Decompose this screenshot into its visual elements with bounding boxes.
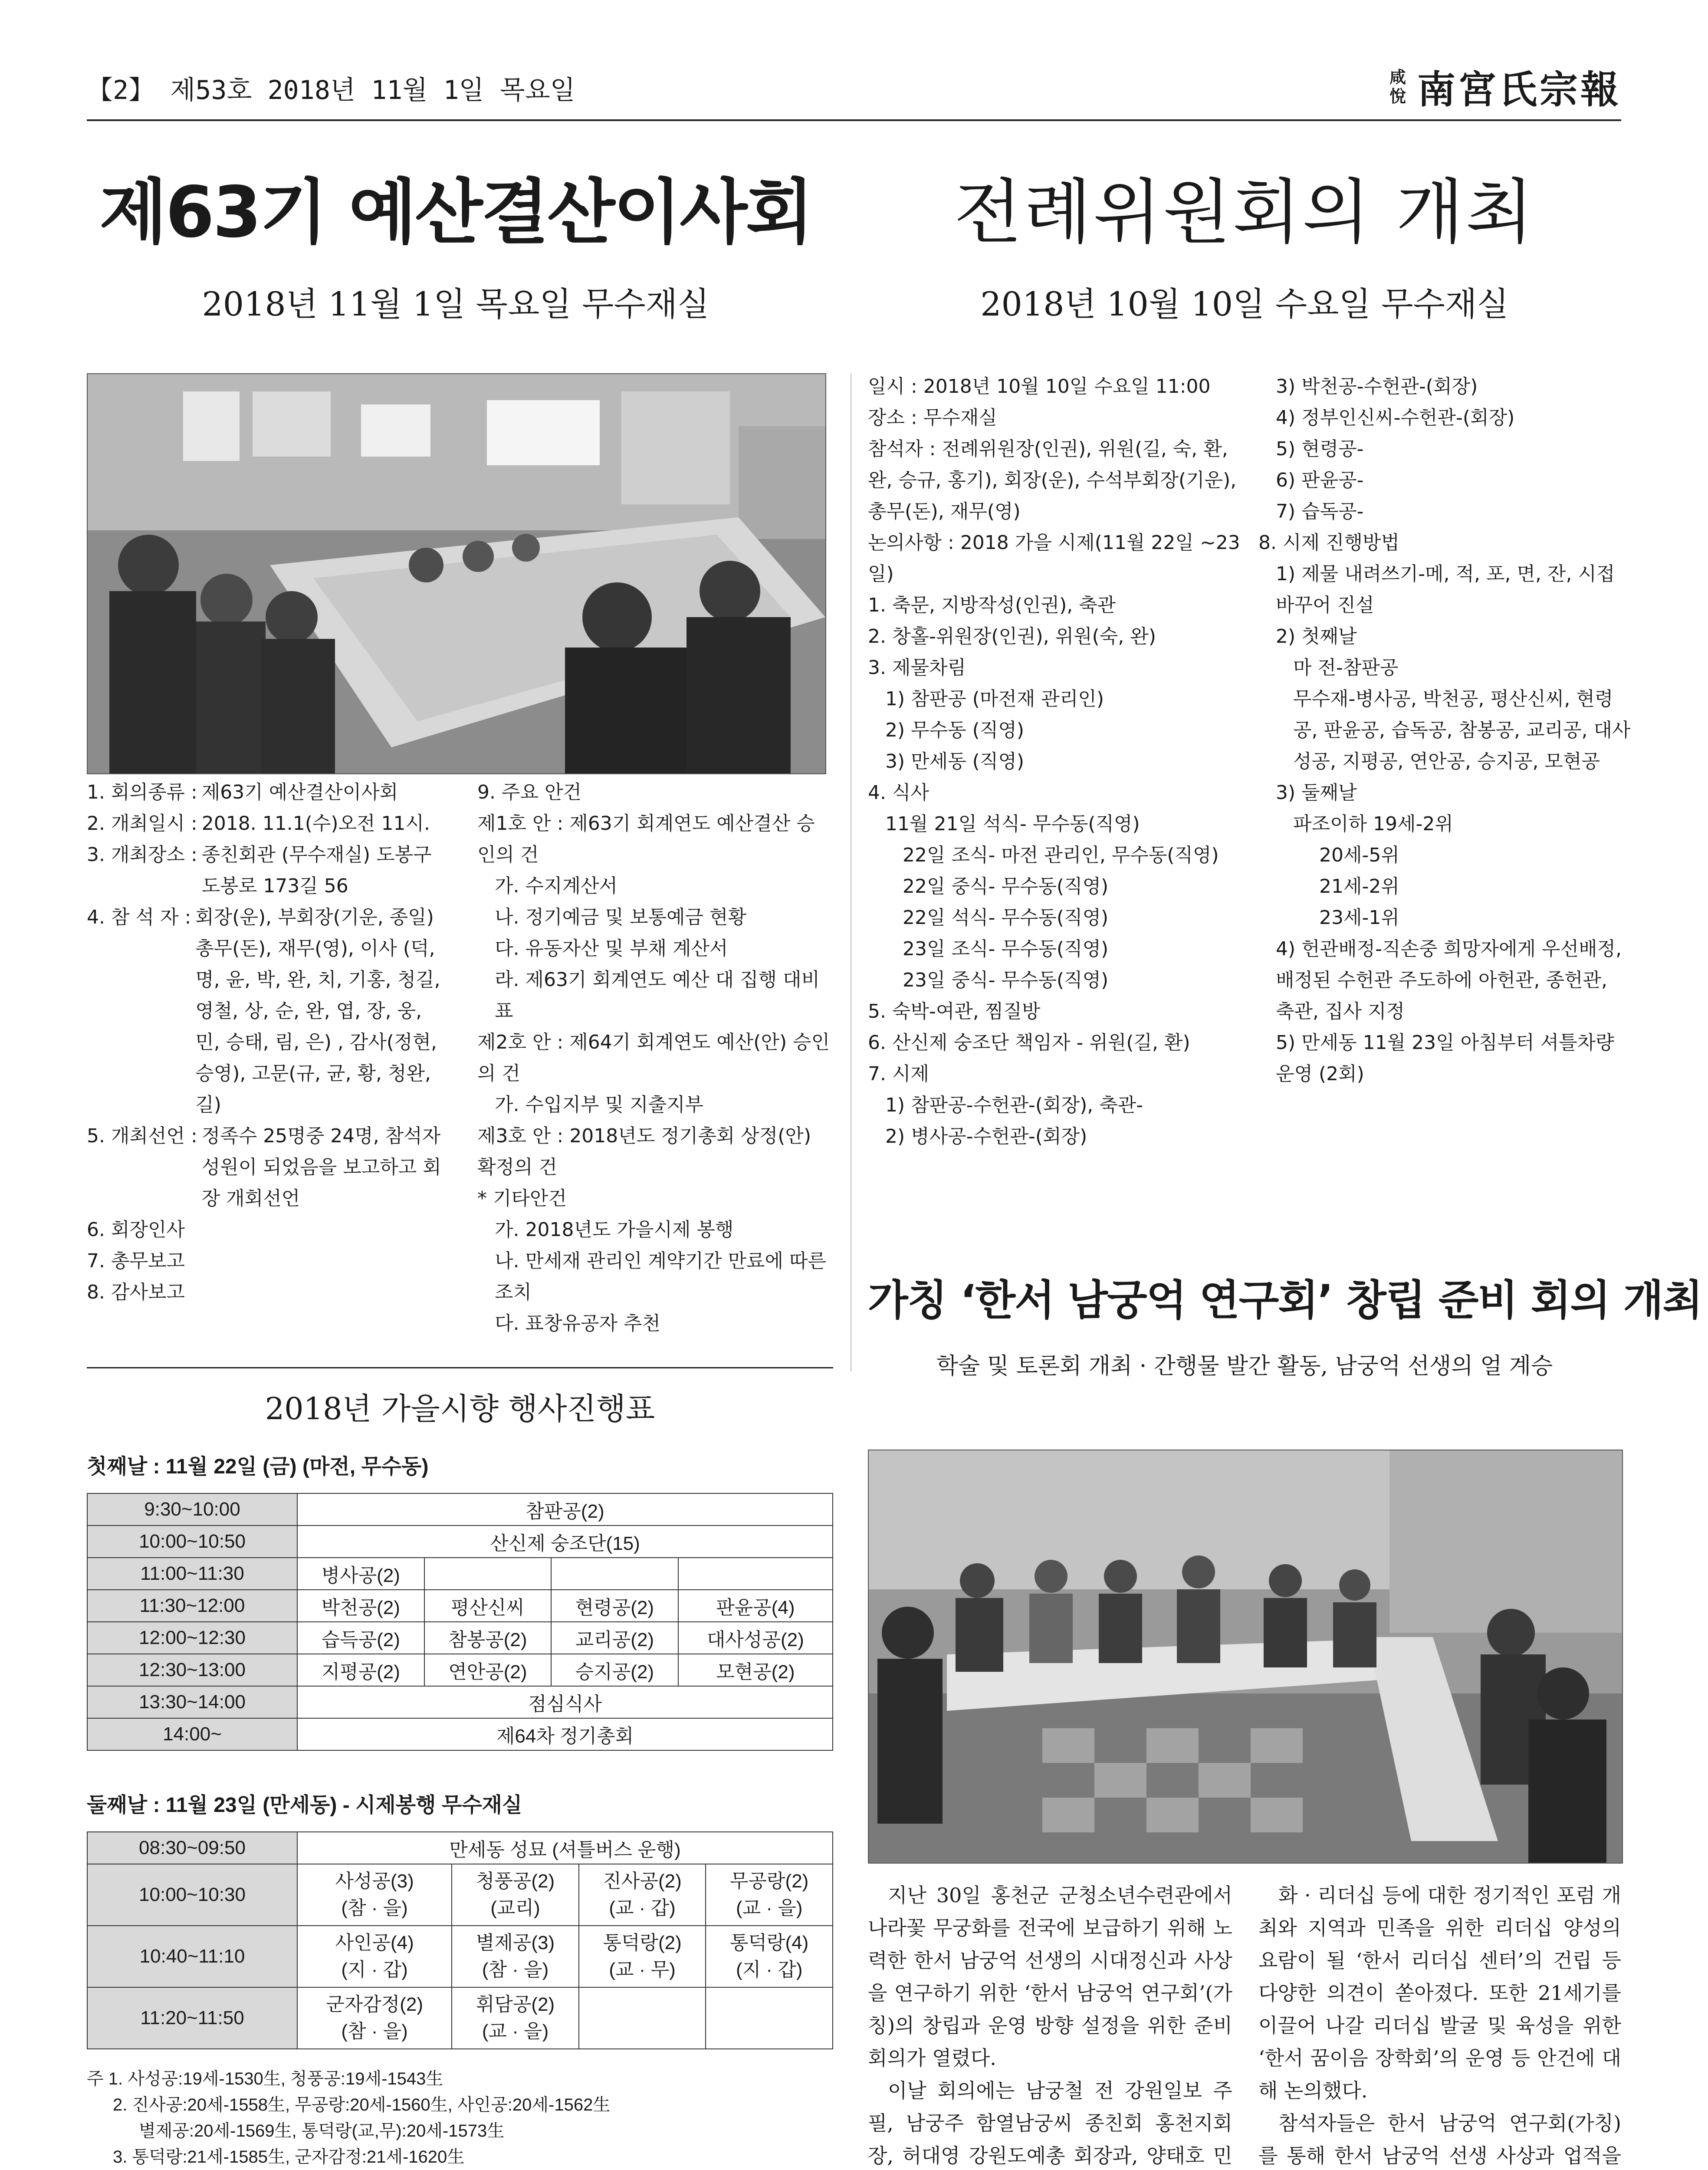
day1-schedule-table <box>87 1493 833 1751</box>
article3-title: 가칭 ‘한서 남궁억 연구회’ 창립 준비 회의 개최 <box>868 1276 1702 1325</box>
article2-subtitle: 2018년 10월 10일 수요일 무수재실 <box>980 285 1509 323</box>
article1-agenda <box>477 777 833 1339</box>
schedule-cell: 습득공(2) <box>297 1622 424 1654</box>
schedule-cell: 지평공(2) <box>297 1654 424 1686</box>
schedule-time: 12:00~12:30 <box>87 1622 297 1654</box>
meeting-item <box>87 839 451 902</box>
schedule-note: 주 1. 사성공:19세-1530生, 청풍공:19세-1543生 <box>87 2069 443 2088</box>
schedule-cell <box>297 1926 452 1987</box>
agenda-item: 가. 수지계산서 <box>495 875 618 897</box>
schedule-cell-name: 진사공(2) <box>603 1871 682 1892</box>
schedule-cell-name: 통덕랑(2) <box>603 1932 682 1953</box>
schedule-note: 별제공:20세-1569生, 통덕랑(교,무):20세-1573生 <box>139 2121 505 2140</box>
article1-title: 제63기 예산결산이사회 <box>99 172 812 253</box>
schedule-cell: 연안공(2) <box>424 1654 552 1686</box>
ceremony-item: 1) 참판공-수헌관-(회장), 축관- <box>885 1094 1143 1116</box>
meeting-item-label: 7. 총무보고 <box>87 1250 185 1272</box>
ceremony-item: 3) 둘째날 <box>1276 782 1357 804</box>
ceremony-item: 5. 숙박-여관, 찜질방 <box>868 1000 1041 1023</box>
article2-title: 전례위원회의 개최 <box>954 172 1535 253</box>
schedule-cell <box>706 1926 833 1987</box>
schedule-cell-note: (참 · 을) <box>341 1897 408 1919</box>
article-paragraph: 지난 30일 홍천군 군청소년수련관에서 나라꽃 무궁화를 전국에 보급하기 위해 노력한 한서 남궁억 선생의 시대정신과 사상을 연구하기 위한 ‘한서 남궁억 연구회’(가칭)의 창립과 운영 방향 설정을 위한 준비회의가 열렸다. <box>868 1884 1232 2070</box>
ceremony-item: 6) 판윤공- <box>1276 469 1364 491</box>
schedule-row <box>87 1590 833 1622</box>
meeting-item <box>87 1121 451 1214</box>
meeting-item <box>87 902 451 1121</box>
ceremony-item: 3. 제물차림 <box>868 657 966 679</box>
ceremony-item: 무수재-병사공, 박천공, 평산신씨, 현령공, 판윤공, 습독공, 참봉공, 교리공, 대사성공, 지평공, 연안공, 승지공, 모현공 <box>1293 688 1631 773</box>
meeting-item <box>87 1214 451 1246</box>
meeting-item-value: 회장(운), 부회장(기운, 종일) 총무(돈), 재무(영), 이사 (덕, 명, 윤, 박, 완, 치, 기홍, 청길, 영철, 상, 순, 완, 엽, 장, 웅, 민, 승태, 림, 은) , 감사(정현, 승영), 고문(규, 균, 황, 청완, 길) <box>195 906 440 1116</box>
ceremony-item: 22일 조식- 마전 관리인, 무수동(직영) <box>903 844 1219 866</box>
agenda-item: 9. 주요 안건 <box>477 781 581 803</box>
day2-title: 둘째날 : 11월 23일 (만세동) - 시제봉행 무수재실 <box>87 1794 522 1817</box>
schedule-note: 2. 진사공:20세-1558生, 무공랑:20세-1560生, 사인공:20세-1562生 <box>113 2095 611 2114</box>
ceremony-item: 1) 참판공 (마전재 관리인) <box>885 688 1104 710</box>
schedule-row <box>87 1926 833 1987</box>
ceremony-item: 2) 병사공-수헌관-(회장) <box>885 1125 1087 1147</box>
schedule-cell <box>424 1558 552 1590</box>
ceremony-item: 8. 시제 진행방법 <box>1258 532 1399 554</box>
ceremony-item: 22일 중식- 무수동(직영) <box>903 875 1109 898</box>
schedule-cell-note: (지 · 갑) <box>736 1959 803 1980</box>
schedule-cell-note: (교리) <box>490 1897 540 1919</box>
schedule-cell-name: 사성공(3) <box>335 1871 414 1892</box>
agenda-item: 가. 2018년도 가을시제 봉행 <box>495 1219 734 1241</box>
schedule-cell-name: 무공랑(2) <box>730 1871 809 1892</box>
schedule-cell <box>579 1987 706 2049</box>
ceremony-item: 6. 산신제 숭조단 책임자 - 위원(길, 환) <box>868 1032 1190 1054</box>
paper-name: 南宮氏宗報 <box>1417 67 1621 112</box>
agenda-item: 제3호 안 : 2018년도 정기총회 상정(안) 확정의 건 <box>477 1125 811 1178</box>
masthead-small-top: 咸 <box>1389 67 1406 87</box>
meeting-item-label: 1. 회의종류 : <box>87 781 197 803</box>
schedule-cell: 승지공(2) <box>551 1654 678 1686</box>
agenda-item: 나. 만세재 관리인 계약기간 만료에 따른 조치 <box>495 1250 826 1303</box>
schedule-time: 9:30~10:00 <box>87 1493 297 1526</box>
schedule-cell <box>706 1864 833 1926</box>
schedule-time: 10:40~11:10 <box>87 1926 297 1987</box>
schedule-cell: 현령공(2) <box>551 1590 678 1622</box>
schedule-row <box>87 1686 833 1718</box>
schedule-row <box>87 1493 833 1526</box>
schedule-cell: 병사공(2) <box>297 1558 424 1590</box>
agenda-item: 제2호 안 : 제64기 회계연도 예산(안) 승인의 건 <box>477 1031 830 1085</box>
schedule-time: 12:30~13:00 <box>87 1654 297 1686</box>
schedule-cell-note: (지 · 갑) <box>341 1959 408 1980</box>
schedule-title: 2018년 가을시향 행사진행표 <box>265 1391 655 1427</box>
ceremony-item: 4) 헌관배정-직손중 희망자에게 우선배정, 배정된 수헌관 주도하에 아헌관, 종헌관, 축관, 집사 지정 <box>1276 938 1622 1023</box>
day1-title: 첫째날 : 11월 22일 (금) (마전, 무수동) <box>87 1455 429 1478</box>
meeting-item-label: 3. 개최장소 : <box>87 844 197 866</box>
board-meeting-photo <box>87 373 826 774</box>
schedule-cell-name: 통덕랑(4) <box>730 1932 809 1953</box>
schedule-event: 참판공(2) <box>297 1493 833 1526</box>
agenda-item: * 기타안건 <box>477 1187 567 1210</box>
schedule-row <box>87 1718 833 1750</box>
schedule-cell <box>706 1987 833 2049</box>
schedule-cell: 판윤공(4) <box>678 1590 833 1622</box>
ceremony-item: 1) 제물 내려쓰기-메, 적, 포, 면, 잔, 시접 바꾸어 진설 <box>1276 563 1615 616</box>
schedule-cell: 참봉공(2) <box>424 1622 552 1654</box>
schedule-cell <box>297 1864 452 1926</box>
meeting-item-label: 8. 감사보고 <box>87 1281 185 1303</box>
schedule-event: 산신제 숭조단(15) <box>297 1526 833 1558</box>
schedule-row <box>87 1987 833 2049</box>
article3-col1 <box>868 1879 1232 2170</box>
masthead-small-bottom: 悅 <box>1389 86 1406 106</box>
ceremony-item: 23세-1위 <box>1319 907 1399 929</box>
agenda-item: 다. 표창유공자 추천 <box>495 1312 660 1335</box>
agenda-item: 나. 정기예금 및 보통예금 현황 <box>495 906 746 928</box>
schedule-cell <box>579 1864 706 1926</box>
masthead <box>1389 61 1621 113</box>
schedule-row <box>87 1558 833 1590</box>
ceremony-item: 7. 시제 <box>868 1063 929 1085</box>
ceremony-item: 5) 만세동 11월 23일 아침부터 셔틀차량 운영 (2회) <box>1276 1032 1614 1085</box>
meeting-item <box>87 808 451 839</box>
schedule-cell-name: 휘담공(2) <box>476 1994 555 2015</box>
article-paragraph: 이날 회의에는 남궁철 전 강원일보 주필, 남궁주 함열남궁씨 종친회 홍천지회장, 허대영 강원도예총 회장과, 양태호 민 <box>868 2079 1232 2167</box>
meeting-item-value: 제63기 예산결산이사회 <box>201 781 398 803</box>
schedule-event: 만세동 성묘 (셔틀버스 운행) <box>297 1832 833 1864</box>
schedule-cell <box>678 1558 833 1590</box>
article2-col2 <box>1258 371 1632 1090</box>
schedule-cell: 교리공(2) <box>551 1622 678 1654</box>
schedule-time: 13:30~14:00 <box>87 1686 297 1718</box>
schedule-cell-note: (교 · 을) <box>736 1897 803 1919</box>
issue-info: 【2】 제53호 2018년 11월 1일 목요일 <box>87 75 575 105</box>
article1-items <box>87 777 451 1308</box>
schedule-cell <box>579 1926 706 1987</box>
ceremony-item: 논의사항 : 2018 가을 시제(11월 22일 ~23일) <box>868 532 1240 585</box>
ceremony-item: 5) 현령공- <box>1276 438 1364 460</box>
meeting-item-label: 4. 참 석 자 : <box>87 906 191 928</box>
schedule-notes <box>87 2066 833 2170</box>
schedule-time: 10:00~10:50 <box>87 1526 297 1558</box>
ceremony-item: 참석자 : 전례위원장(인권), 위원(길, 숙, 환, 완, 승규, 홍기), 회장(운), 수석부회장(기운), 총무(돈), 재무(영) <box>868 438 1237 523</box>
ceremony-item: 22일 석식- 무수동(직영) <box>903 907 1109 929</box>
article-paragraph: 화 · 리더십 등에 대한 정기적인 포럼 개최와 지역과 민족을 위한 리더십 양성의 요람이 될 ‘한서 리더십 센터’의 건립 등 다양한 의견이 쏟아졌다. 또한 21세기를 이끌어 나갈 리더십 발굴 및 육성을 위한 ‘한서 꿈이음 장학회’의 운영 등 안건에 대해 논의했다. <box>1258 1884 1621 2102</box>
schedule-cell-note: (참 · 을) <box>341 2021 408 2042</box>
schedule-cell-name: 별제공(3) <box>476 1932 555 1953</box>
ceremony-item: 4) 정부인신씨-수헌관-(회장) <box>1276 407 1515 429</box>
schedule-cell <box>297 1987 452 2049</box>
ceremony-item: 23일 조식- 무수동(직영) <box>903 938 1109 960</box>
meeting-item <box>87 777 451 808</box>
ceremony-item: 21세-2위 <box>1319 875 1399 898</box>
meeting-item-value: 정족수 25명중 24명, 참석자 성원이 되었음을 보고하고 회장 개회선언 <box>201 1125 441 1210</box>
schedule-cell <box>452 1987 579 2049</box>
schedule-row <box>87 1832 833 1864</box>
schedule-time: 11:20~11:50 <box>87 1987 297 2049</box>
schedule-cell-name: 군자감정(2) <box>326 1994 424 2015</box>
ceremony-item: 마 전-참판공 <box>1293 657 1399 679</box>
schedule-cell-note: (교 · 을) <box>482 2021 549 2042</box>
schedule-cell <box>452 1864 579 1926</box>
schedule-cell: 평산신씨 <box>424 1590 552 1622</box>
research-meeting-photo-image <box>869 1450 1622 1863</box>
article-paragraph: 참석자들은 한서 남궁억 연구회(가칭)를 통해 한서 남궁억 선생 사상과 업적을 <box>1258 2111 1621 2167</box>
meeting-item-label: 2. 개최일시 : <box>87 812 197 835</box>
schedule-cell: 박천공(2) <box>297 1590 424 1622</box>
research-meeting-photo <box>868 1450 1623 1864</box>
header-rule <box>87 119 1621 121</box>
meeting-item-label: 5. 개최선언 : <box>87 1125 197 1147</box>
article1-subtitle: 2018년 11월 1일 목요일 무수재실 <box>202 285 709 323</box>
agenda-item: 가. 수입지부 및 지출지부 <box>495 1094 703 1116</box>
board-meeting-photo-image <box>88 374 825 773</box>
ceremony-item: 7) 습독공- <box>1276 500 1364 523</box>
meeting-item <box>87 1277 451 1308</box>
agenda-item: 라. 제63기 회계연도 예산 대 집행 대비표 <box>495 969 820 1022</box>
meeting-item-label: 6. 회장인사 <box>87 1219 185 1241</box>
ceremony-item: 장소 : 무수재실 <box>868 407 997 429</box>
schedule-cell: 대사성공(2) <box>678 1622 833 1654</box>
schedule-note: 3. 통덕랑:21세-1585生, 군자감정:21세-1620生 <box>113 2147 465 2167</box>
schedule-time: 08:30~09:50 <box>87 1832 297 1864</box>
schedule-time: 11:30~12:00 <box>87 1590 297 1622</box>
agenda-item: 다. 유동자산 및 부채 계산서 <box>495 937 728 960</box>
ceremony-item: 1. 축문, 지방작성(인권), 축관 <box>868 594 1116 616</box>
schedule-cell <box>452 1926 579 1987</box>
schedule-row <box>87 1526 833 1558</box>
ceremony-item: 3) 만세동 (직영) <box>885 750 1024 773</box>
ceremony-item: 23일 중식- 무수동(직영) <box>903 969 1109 991</box>
article3-subtitle: 학술 및 토론회 개최 · 간행물 발간 활동, 남궁억 선생의 얼 계승 <box>936 1353 1553 1379</box>
schedule-time: 14:00~ <box>87 1718 297 1750</box>
schedule-row <box>87 1864 833 1926</box>
schedule-cell <box>551 1558 678 1590</box>
article2-col1 <box>868 371 1250 1152</box>
schedule-cell-note: (교 · 갑) <box>609 1897 676 1919</box>
masthead-small <box>1389 68 1406 106</box>
ceremony-item: 20세-5위 <box>1319 844 1399 866</box>
agenda-item: 제1호 안 : 제63기 회계연도 예산결산 승인의 건 <box>477 812 815 866</box>
ceremony-item: 2) 무수동 (직영) <box>885 719 1024 741</box>
ceremony-item: 11월 21일 석식- 무수동(직영) <box>885 813 1140 835</box>
ceremony-item: 일시 : 2018년 10월 10일 수요일 11:00 <box>868 375 1211 398</box>
schedule-time: 11:00~11:30 <box>87 1558 297 1590</box>
schedule-cell-note: (참 · 을) <box>482 1959 549 1980</box>
schedule-row <box>87 1622 833 1654</box>
schedule-cell-name: 사인공(4) <box>335 1932 414 1953</box>
schedule-event: 제64차 정기총회 <box>297 1718 833 1750</box>
ceremony-item: 3) 박천공-수헌관-(회장) <box>1276 375 1478 398</box>
schedule-time: 10:00~10:30 <box>87 1864 297 1926</box>
schedule-cell: 모현공(2) <box>678 1654 833 1686</box>
ceremony-item: 2) 첫째날 <box>1276 625 1357 648</box>
schedule-cell-note: (교 · 무) <box>609 1959 676 1980</box>
schedule-rule <box>87 1367 833 1368</box>
meeting-item-value: 2018. 11.1(수)오전 11시. <box>201 812 430 835</box>
schedule-event: 점심식사 <box>297 1686 833 1718</box>
meeting-item-value: 종친회관 (무수재실) 도봉구 도봉로 173길 56 <box>201 844 432 897</box>
schedule-row <box>87 1654 833 1686</box>
schedule-cell-name: 청풍공(2) <box>476 1871 555 1892</box>
day2-schedule-table <box>87 1831 833 2049</box>
ceremony-item: 4. 식사 <box>868 782 929 804</box>
meeting-item <box>87 1246 451 1277</box>
ceremony-item: 2. 창홀-위원장(인권), 위원(숙, 완) <box>868 625 1156 648</box>
article3-col2 <box>1258 1879 1621 2170</box>
ceremony-item: 파조이하 19세-2위 <box>1293 813 1453 835</box>
